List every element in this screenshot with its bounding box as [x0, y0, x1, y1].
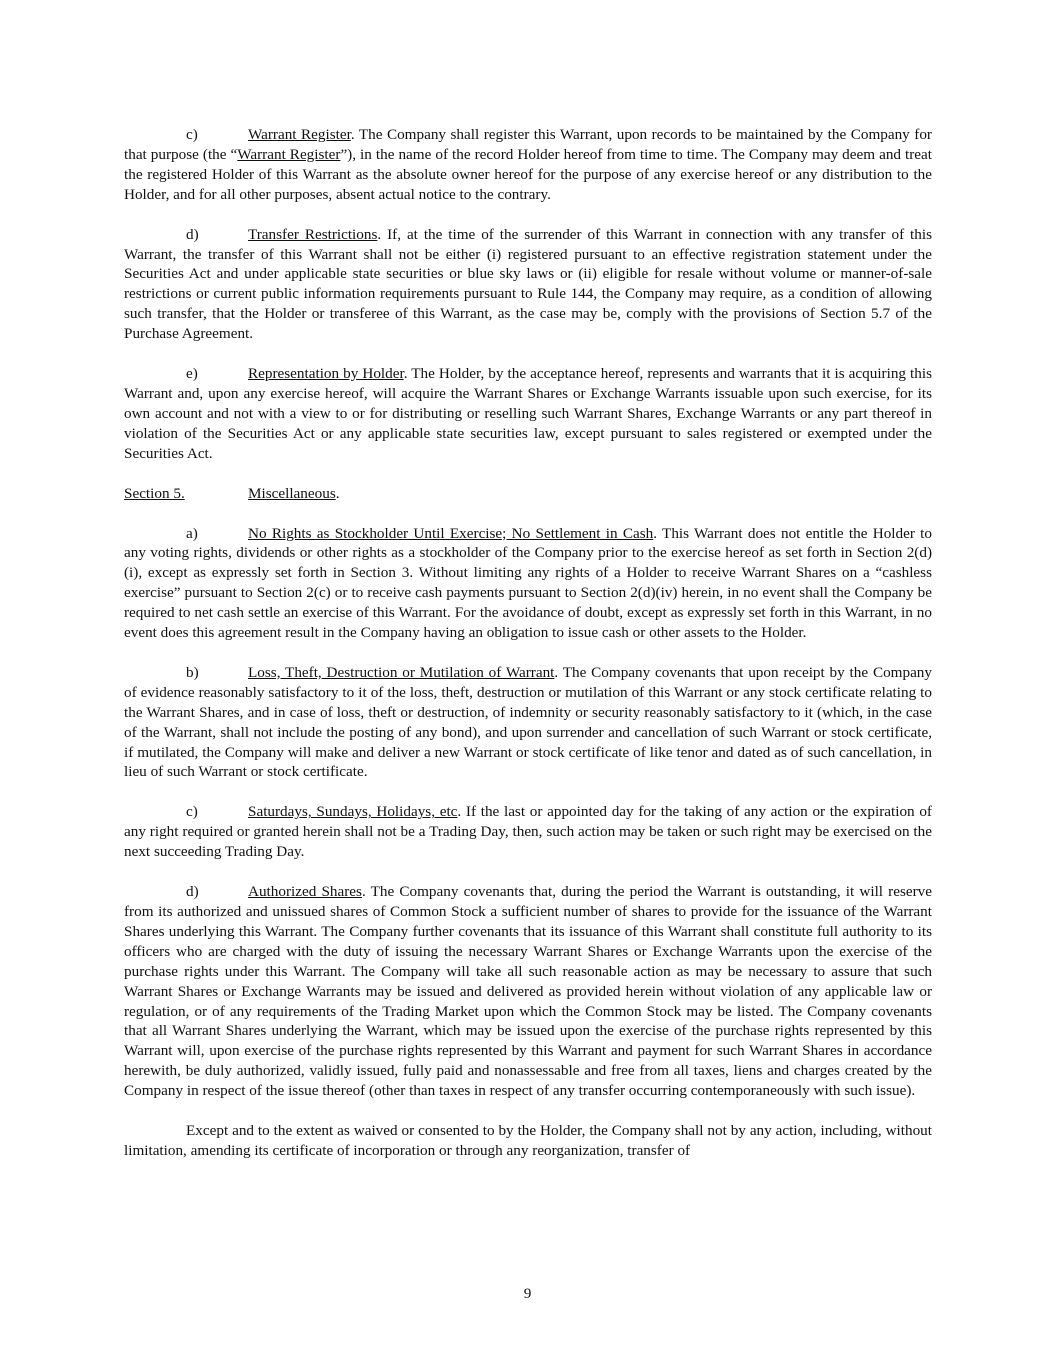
paragraph-heading: Authorized Shares — [248, 883, 362, 901]
paragraph-text: . The Holder, by the acceptance hereof, represents and warrants that it is acquiring this Warrant and, upon any exercise hereof, will acquire the Warrant Shares or Exchange Warrants issuable upon such exercise, for its own account and not with a view to or for distributing or reselling such Warrant Shares, Exchange Warrants or any part thereof in violation of the Securities Act or any applicable state securities law, except pursuant to sales registered or exempted under the Securities Act. — [124, 365, 932, 462]
paragraph-text: . The Company covenants that upon receipt by the Company of evidence reasonably satisfactory to it of the loss, theft, destruction or mutilation of this Warrant or any stock certificate relating to the Warrant Shares, and in case of loss, theft or destruction, of indemnity or security reasonably satisfactory to it (which, in the case of the Warrant, shall not include the posting of any bond), and upon surrender and cancellation of such Warrant or stock certificate, if mutilated, the Company will make and deliver a new Warrant or stock certificate of like tenor and dated as of such cancellation, in lieu of such Warrant or stock certificate. — [124, 663, 932, 781]
paragraph-saturdays-sundays-holidays — [124, 802, 932, 862]
paragraph-representation-by-holder — [124, 364, 932, 464]
paragraph-no-rights-as-stockholder — [124, 524, 932, 643]
page-number: 9 — [523, 1285, 532, 1302]
paragraph-heading: Transfer Restrictions — [248, 225, 378, 243]
paragraph-letter: b) — [186, 663, 199, 681]
section-title: Miscellaneous — [248, 484, 336, 502]
paragraph-letter: d) — [186, 225, 199, 243]
paragraph-text: . If, at the time of the surrender of this Warrant in connection with any transfer of this Warrant, the transfer of this Warrant shall not be either (i) registered pursuant to an effective registration statement under the Securities Act and under applicable state securities or blue sky laws or (ii) eligible for resale without volume or manner-of-sale restrictions or current public information requirements pursuant to Rule 144, the Company may require, as a condition of allowing such transfer, that the Holder or transferee of this Warrant, as the case may be, comply with the provisions of Section 5.7 of the Purchase Agreement. — [124, 225, 932, 343]
paragraph-heading: No Rights as Stockholder Until Exercise; No Settlement in Cash — [248, 524, 654, 542]
paragraph-text: ”), in the name of the record Holder hereof from time to time. The Company may deem and treat the registered Holder of this Warrant as the absolute owner hereof for the purpose of any exercise hereof or any distribution to the Holder, and for all other purposes, absent actual notice to the contrary. — [124, 145, 933, 203]
section-heading — [124, 484, 932, 504]
paragraph-text: . The Company covenants that, during the period the Warrant is outstanding, it will reserve from its authorized and unissued shares of Common Stock a sufficient number of shares to provide for the issuance of the Warrant Shares underlying this Warrant. The Company further covenants that its issuance of this Warrant shall constitute full authority to its officers who are charged with the duty of issuing the necessary Warrant Shares or Exchange Warrants upon the exercise of the purchase rights under this Warrant. The Company will take all such reasonable action as may be necessary to assure that such Warrant Shares or Exchange Warrants may be issued and delivered as provided herein without violation of any applicable law or regulation, or of any requirements of the Trading Market upon which the Common Stock may be listed. The Company covenants that all Warrant Shares underlying the Warrant, which may be issued upon the exercise of the purchase rights represented by this Warrant will, upon exercise of the purchase rights represented by this Warrant and payment for such Warrant Shares in accordance herewith, be duly authorized, validly issued, fully paid and nonassessable and free from all taxes, liens and charges created by the Company in respect of the issue thereof (other than taxes in respect of any transfer occurring contemporaneously with such issue). — [124, 883, 933, 1100]
section-title-suffix: . — [335, 484, 340, 502]
paragraph-text: . If the last or appointed day for the taking of any action or the expiration of any right required or granted herein shall not be a Trading Day, then, such action may be taken or such right may be exercised on the next succeeding Trading Day. — [124, 803, 932, 861]
section-number: Section 5. — [124, 484, 185, 502]
paragraph-authorized-shares — [124, 882, 932, 1101]
paragraph-letter: c) — [186, 803, 198, 821]
paragraph-text: . This Warrant does not entitle the Holder to any voting rights, dividends or other rights as a stockholder of the Company prior to the exercise hereof as set forth in Section 2(d)(i), except as expressly set forth in Section 3. Without limiting any rights of a Holder to receive Warrant Shares on a “cashless exercise” pursuant to Section 2(c) or to receive cash payments pursuant to Section 2(d)(iv) herein, in no event shall the Company be required to net cash settle an exercise of this Warrant. For the avoidance of doubt, except as expressly set forth in this Warrant, in no event does this agreement result in the Company having an obligation to issue cash or other assets to the Holder. — [124, 524, 932, 642]
paragraph-closing: Except and to the extent as waived or consented to by the Holder, the Company shall not by any action, including, without limitation, amending its certificate of incorporation or through any reorganization, transfer of — [124, 1122, 932, 1159]
paragraph-heading: Representation by Holder — [248, 365, 404, 383]
paragraph-heading: Saturdays, Sundays, Holidays, etc — [248, 803, 458, 821]
defined-term: Warrant Register — [237, 145, 341, 163]
paragraph-loss-theft — [124, 663, 932, 782]
paragraph-heading: Loss, Theft, Destruction or Mutilation of Warrant — [248, 663, 555, 681]
paragraph-letter: a) — [186, 524, 198, 542]
paragraph-letter: c) — [186, 126, 198, 143]
paragraph-text: . The Company shall register this Warrant, upon records to be maintained by the Company for that purpose (the “ — [124, 126, 932, 163]
paragraph-letter: e) — [186, 365, 198, 383]
paragraph-heading: Warrant Register — [248, 126, 351, 143]
paragraph-letter: d) — [186, 883, 199, 901]
paragraph-transfer-restrictions — [124, 225, 932, 344]
paragraph-warrant-register — [124, 125, 932, 205]
document-page — [124, 125, 932, 1181]
